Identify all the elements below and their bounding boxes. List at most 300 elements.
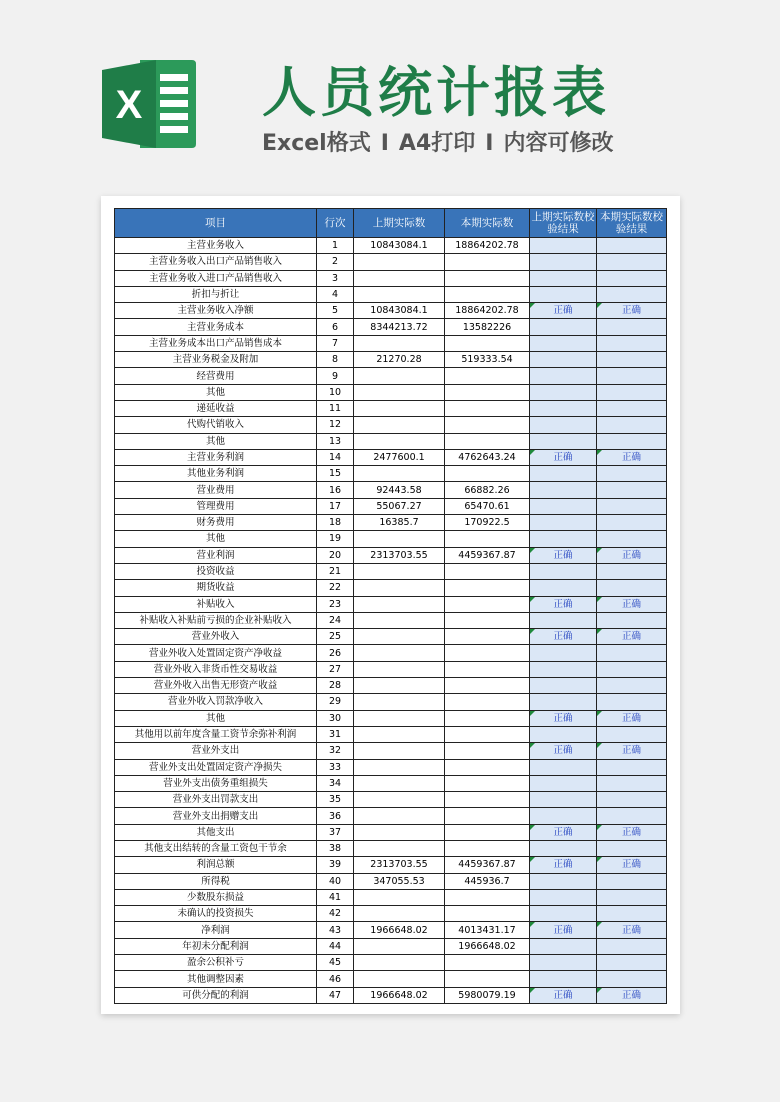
curr-actual-cell[interactable] xyxy=(445,384,530,400)
row-number-cell[interactable] xyxy=(317,775,354,791)
prev-actual-cell[interactable] xyxy=(354,775,445,791)
curr-check-cell[interactable] xyxy=(597,612,667,628)
row-number-cell[interactable] xyxy=(317,596,354,612)
item-cell[interactable] xyxy=(115,400,317,416)
prev-actual-cell[interactable] xyxy=(354,840,445,856)
curr-check-cell[interactable] xyxy=(597,629,667,645)
row-number-cell[interactable] xyxy=(317,612,354,628)
item-cell[interactable] xyxy=(115,596,317,612)
curr-actual-cell[interactable] xyxy=(445,889,530,905)
row-number-cell[interactable] xyxy=(317,449,354,465)
row-number-cell[interactable] xyxy=(317,563,354,579)
row-number-cell[interactable] xyxy=(317,840,354,856)
prev-actual-cell[interactable] xyxy=(354,678,445,694)
prev-check-cell[interactable] xyxy=(530,792,597,808)
prev-check-cell[interactable] xyxy=(530,368,597,384)
curr-actual-cell[interactable] xyxy=(445,319,530,335)
row-number-cell[interactable] xyxy=(317,335,354,351)
prev-actual-cell[interactable] xyxy=(354,955,445,971)
curr-check-cell[interactable] xyxy=(597,352,667,368)
item-cell[interactable] xyxy=(115,987,317,1003)
prev-check-cell[interactable] xyxy=(530,466,597,482)
curr-check-cell[interactable] xyxy=(597,710,667,726)
item-cell[interactable] xyxy=(115,873,317,889)
curr-check-cell[interactable] xyxy=(597,678,667,694)
item-cell[interactable] xyxy=(115,710,317,726)
row-number-cell-text: 38 xyxy=(328,843,342,855)
curr-check-cell[interactable] xyxy=(597,906,667,922)
item-cell[interactable] xyxy=(115,971,317,987)
row-number-cell[interactable] xyxy=(317,482,354,498)
curr-check-cell[interactable] xyxy=(597,694,667,710)
prev-actual-cell[interactable] xyxy=(354,661,445,677)
prev-actual-cell[interactable] xyxy=(354,612,445,628)
prev-actual-cell[interactable] xyxy=(354,580,445,596)
row-number-cell[interactable] xyxy=(317,743,354,759)
prev-actual-cell[interactable] xyxy=(354,857,445,873)
prev-actual-cell[interactable] xyxy=(354,238,445,254)
prev-actual-cell[interactable] xyxy=(354,743,445,759)
prev-check-cell[interactable] xyxy=(530,889,597,905)
prev-check-cell[interactable] xyxy=(530,319,597,335)
prev-check-cell[interactable] xyxy=(530,449,597,465)
curr-check-cell[interactable] xyxy=(597,286,667,302)
prev-check-cell[interactable] xyxy=(530,743,597,759)
row-number-cell[interactable] xyxy=(317,286,354,302)
prev-check-cell[interactable] xyxy=(530,303,597,319)
curr-check-cell[interactable] xyxy=(597,319,667,335)
item-cell[interactable] xyxy=(115,840,317,856)
prev-check-cell[interactable] xyxy=(530,678,597,694)
prev-actual-cell[interactable] xyxy=(354,335,445,351)
item-cell[interactable] xyxy=(115,645,317,661)
table-row xyxy=(115,710,667,726)
row-number-cell[interactable] xyxy=(317,889,354,905)
prev-check-cell[interactable] xyxy=(530,238,597,254)
curr-actual-cell[interactable] xyxy=(445,906,530,922)
curr-check-cell[interactable] xyxy=(597,515,667,531)
prev-check-cell[interactable] xyxy=(530,498,597,514)
row-number-cell[interactable] xyxy=(317,352,354,368)
row-number-cell[interactable] xyxy=(317,319,354,335)
prev-actual-cell[interactable] xyxy=(354,971,445,987)
row-number-cell[interactable] xyxy=(317,726,354,742)
row-number-cell[interactable] xyxy=(317,661,354,677)
curr-actual-cell[interactable] xyxy=(445,759,530,775)
curr-actual-cell[interactable] xyxy=(445,857,530,873)
prev-check-cell[interactable] xyxy=(530,759,597,775)
row-number-cell[interactable] xyxy=(317,547,354,563)
curr-actual-cell[interactable] xyxy=(445,433,530,449)
item-cell[interactable] xyxy=(115,270,317,286)
curr-check-cell[interactable] xyxy=(597,808,667,824)
item-cell[interactable] xyxy=(115,547,317,563)
curr-check-cell[interactable] xyxy=(597,368,667,384)
prev-check-cell-text: 正确 xyxy=(553,989,573,1001)
row-number-cell[interactable] xyxy=(317,906,354,922)
item-cell[interactable] xyxy=(115,743,317,759)
prev-actual-cell[interactable] xyxy=(354,433,445,449)
curr-actual-cell[interactable] xyxy=(445,775,530,791)
curr-check-cell[interactable] xyxy=(597,335,667,351)
prev-actual-cell[interactable] xyxy=(354,254,445,270)
prev-actual-cell[interactable] xyxy=(354,906,445,922)
prev-actual-cell[interactable] xyxy=(354,498,445,514)
row-number-cell[interactable] xyxy=(317,368,354,384)
row-number-cell[interactable] xyxy=(317,873,354,889)
item-cell[interactable] xyxy=(115,466,317,482)
item-cell[interactable] xyxy=(115,857,317,873)
curr-actual-cell[interactable] xyxy=(445,368,530,384)
curr-actual-cell[interactable] xyxy=(445,873,530,889)
prev-check-cell[interactable] xyxy=(530,254,597,270)
item-cell[interactable] xyxy=(115,906,317,922)
curr-actual-cell[interactable] xyxy=(445,726,530,742)
row-number-cell[interactable] xyxy=(317,857,354,873)
curr-check-cell[interactable] xyxy=(597,775,667,791)
curr-check-cell[interactable] xyxy=(597,987,667,1003)
row-number-cell[interactable] xyxy=(317,971,354,987)
curr-check-cell[interactable] xyxy=(597,971,667,987)
table-row xyxy=(115,352,667,368)
item-cell[interactable] xyxy=(115,335,317,351)
prev-actual-cell[interactable] xyxy=(354,531,445,547)
prev-check-cell[interactable] xyxy=(530,547,597,563)
prev-actual-cell[interactable] xyxy=(354,889,445,905)
item-cell[interactable] xyxy=(115,286,317,302)
row-number-cell[interactable] xyxy=(317,694,354,710)
item-cell[interactable] xyxy=(115,678,317,694)
prev-actual-cell[interactable] xyxy=(354,352,445,368)
prev-actual-cell[interactable] xyxy=(354,368,445,384)
curr-check-cell[interactable] xyxy=(597,759,667,775)
row-number-cell-text: 24 xyxy=(328,614,342,626)
item-cell[interactable] xyxy=(115,694,317,710)
curr-actual-cell[interactable] xyxy=(445,938,530,954)
prev-actual-cell[interactable] xyxy=(354,319,445,335)
row-number-cell[interactable] xyxy=(317,238,354,254)
curr-actual-cell[interactable] xyxy=(445,612,530,628)
item-cell[interactable] xyxy=(115,482,317,498)
prev-check-cell[interactable] xyxy=(530,938,597,954)
prev-actual-cell[interactable] xyxy=(354,694,445,710)
row-number-cell[interactable] xyxy=(317,270,354,286)
curr-actual-cell[interactable] xyxy=(445,531,530,547)
curr-check-cell[interactable] xyxy=(597,303,667,319)
curr-check-cell[interactable] xyxy=(597,938,667,954)
row-number-cell[interactable] xyxy=(317,417,354,433)
curr-actual-cell[interactable] xyxy=(445,254,530,270)
row-number-cell[interactable] xyxy=(317,955,354,971)
prev-actual-cell[interactable] xyxy=(354,710,445,726)
prev-actual-cell[interactable] xyxy=(354,303,445,319)
curr-actual-cell[interactable] xyxy=(445,498,530,514)
curr-check-cell[interactable] xyxy=(597,889,667,905)
column-header-item[interactable]: 项目 xyxy=(115,209,317,238)
curr-actual-cell[interactable] xyxy=(445,580,530,596)
prev-check-cell[interactable] xyxy=(530,629,597,645)
column-header-row-no[interactable]: 行次 xyxy=(317,209,354,238)
prev-check-cell[interactable] xyxy=(530,400,597,416)
curr-actual-cell[interactable] xyxy=(445,792,530,808)
curr-check-cell[interactable] xyxy=(597,857,667,873)
curr-actual-cell[interactable] xyxy=(445,710,530,726)
table-row xyxy=(115,580,667,596)
prev-check-cell[interactable] xyxy=(530,906,597,922)
row-number-cell[interactable] xyxy=(317,938,354,954)
prev-actual-cell[interactable] xyxy=(354,466,445,482)
curr-check-cell[interactable] xyxy=(597,433,667,449)
prev-actual-cell[interactable] xyxy=(354,482,445,498)
row-number-cell[interactable] xyxy=(317,466,354,482)
item-cell[interactable] xyxy=(115,955,317,971)
item-cell[interactable] xyxy=(115,563,317,579)
table-row xyxy=(115,726,667,742)
item-cell[interactable] xyxy=(115,661,317,677)
logo-letter: X xyxy=(115,83,143,127)
prev-check-cell[interactable] xyxy=(530,873,597,889)
item-cell[interactable] xyxy=(115,580,317,596)
item-cell[interactable] xyxy=(115,775,317,791)
prev-check-cell[interactable] xyxy=(530,808,597,824)
curr-actual-cell[interactable] xyxy=(445,922,530,938)
prev-actual-cell[interactable] xyxy=(354,286,445,302)
item-cell[interactable] xyxy=(115,384,317,400)
item-cell[interactable] xyxy=(115,238,317,254)
prev-actual-cell[interactable] xyxy=(354,547,445,563)
row-number-cell-text: 36 xyxy=(328,810,342,822)
prev-actual-cell[interactable] xyxy=(354,726,445,742)
prev-actual-cell[interactable] xyxy=(354,596,445,612)
curr-check-cell[interactable] xyxy=(597,238,667,254)
item-cell[interactable] xyxy=(115,889,317,905)
item-cell[interactable] xyxy=(115,531,317,547)
row-number-cell[interactable] xyxy=(317,400,354,416)
curr-check-cell[interactable] xyxy=(597,824,667,840)
item-cell[interactable] xyxy=(115,498,317,514)
prev-actual-cell[interactable] xyxy=(354,400,445,416)
prev-check-cell[interactable] xyxy=(530,352,597,368)
prev-check-cell[interactable] xyxy=(530,645,597,661)
item-cell[interactable] xyxy=(115,254,317,270)
prev-actual-cell[interactable] xyxy=(354,645,445,661)
prev-actual-cell[interactable] xyxy=(354,449,445,465)
row-number-cell[interactable] xyxy=(317,629,354,645)
row-number-cell[interactable] xyxy=(317,922,354,938)
item-cell[interactable] xyxy=(115,726,317,742)
prev-check-cell[interactable] xyxy=(530,515,597,531)
item-cell[interactable] xyxy=(115,629,317,645)
curr-actual-cell[interactable] xyxy=(445,238,530,254)
prev-check-cell[interactable] xyxy=(530,694,597,710)
column-header-prev-actual[interactable]: 上期实际数 xyxy=(354,209,445,238)
curr-check-cell[interactable] xyxy=(597,254,667,270)
prev-check-cell[interactable] xyxy=(530,612,597,628)
prev-actual-cell[interactable] xyxy=(354,384,445,400)
row-number-cell[interactable] xyxy=(317,515,354,531)
prev-actual-cell[interactable] xyxy=(354,792,445,808)
prev-check-cell[interactable] xyxy=(530,661,597,677)
curr-check-cell[interactable] xyxy=(597,498,667,514)
curr-check-cell[interactable] xyxy=(597,449,667,465)
column-header-curr-check[interactable] xyxy=(597,209,667,238)
curr-actual-cell-text: 4459367.87 xyxy=(458,859,516,871)
curr-actual-cell[interactable] xyxy=(445,629,530,645)
curr-actual-cell[interactable] xyxy=(445,596,530,612)
item-cell[interactable] xyxy=(115,368,317,384)
curr-check-cell[interactable] xyxy=(597,743,667,759)
curr-actual-cell[interactable] xyxy=(445,563,530,579)
curr-check-cell[interactable] xyxy=(597,580,667,596)
row-number-cell[interactable] xyxy=(317,987,354,1003)
curr-check-cell[interactable] xyxy=(597,482,667,498)
prev-check-cell[interactable] xyxy=(530,270,597,286)
curr-actual-cell[interactable] xyxy=(445,955,530,971)
item-cell[interactable] xyxy=(115,319,317,335)
curr-check-cell[interactable] xyxy=(597,661,667,677)
row-number-cell[interactable] xyxy=(317,645,354,661)
curr-actual-cell[interactable] xyxy=(445,515,530,531)
curr-actual-cell[interactable] xyxy=(445,694,530,710)
prev-actual-cell[interactable] xyxy=(354,759,445,775)
prev-check-cell[interactable] xyxy=(530,563,597,579)
item-cell[interactable] xyxy=(115,303,317,319)
curr-actual-cell[interactable] xyxy=(445,971,530,987)
prev-check-cell[interactable] xyxy=(530,955,597,971)
item-cell[interactable] xyxy=(115,352,317,368)
prev-actual-cell[interactable] xyxy=(354,515,445,531)
prev-actual-cell[interactable] xyxy=(354,808,445,824)
curr-actual-cell[interactable] xyxy=(445,824,530,840)
prev-check-cell[interactable] xyxy=(530,335,597,351)
curr-check-cell[interactable] xyxy=(597,955,667,971)
row-number-cell[interactable] xyxy=(317,759,354,775)
row-number-cell[interactable] xyxy=(317,254,354,270)
prev-actual-cell[interactable] xyxy=(354,922,445,938)
curr-actual-cell[interactable] xyxy=(445,286,530,302)
column-header-curr-actual[interactable]: 本期实际数 xyxy=(445,209,530,238)
item-cell[interactable] xyxy=(115,922,317,938)
curr-check-cell[interactable] xyxy=(597,417,667,433)
curr-check-cell[interactable] xyxy=(597,563,667,579)
curr-check-cell[interactable] xyxy=(597,596,667,612)
prev-check-cell[interactable] xyxy=(530,726,597,742)
row-number-cell[interactable] xyxy=(317,384,354,400)
curr-check-cell[interactable] xyxy=(597,384,667,400)
item-cell[interactable] xyxy=(115,417,317,433)
item-cell[interactable] xyxy=(115,433,317,449)
curr-actual-cell[interactable] xyxy=(445,678,530,694)
row-number-cell[interactable] xyxy=(317,498,354,514)
item-cell[interactable] xyxy=(115,824,317,840)
curr-check-cell[interactable] xyxy=(597,840,667,856)
curr-actual-cell[interactable] xyxy=(445,661,530,677)
row-number-cell[interactable] xyxy=(317,792,354,808)
curr-actual-cell[interactable] xyxy=(445,417,530,433)
item-cell[interactable] xyxy=(115,515,317,531)
curr-actual-cell[interactable] xyxy=(445,449,530,465)
curr-actual-cell[interactable] xyxy=(445,808,530,824)
item-cell-text: 未确认的投资损失 xyxy=(177,908,254,920)
column-header-prev-check[interactable] xyxy=(530,209,597,238)
row-number-cell[interactable] xyxy=(317,824,354,840)
curr-check-cell[interactable] xyxy=(597,270,667,286)
prev-check-cell[interactable] xyxy=(530,840,597,856)
curr-actual-cell[interactable] xyxy=(445,400,530,416)
prev-check-cell[interactable] xyxy=(530,824,597,840)
item-cell[interactable] xyxy=(115,938,317,954)
item-cell[interactable] xyxy=(115,759,317,775)
item-cell[interactable] xyxy=(115,612,317,628)
curr-actual-cell[interactable] xyxy=(445,840,530,856)
prev-actual-cell[interactable] xyxy=(354,824,445,840)
row-number-cell[interactable] xyxy=(317,678,354,694)
curr-check-cell[interactable] xyxy=(597,466,667,482)
item-cell[interactable] xyxy=(115,808,317,824)
prev-check-cell[interactable] xyxy=(530,775,597,791)
prev-actual-cell[interactable] xyxy=(354,873,445,889)
curr-actual-cell[interactable] xyxy=(445,645,530,661)
prev-check-cell[interactable] xyxy=(530,710,597,726)
curr-check-cell[interactable] xyxy=(597,726,667,742)
curr-actual-cell[interactable] xyxy=(445,303,530,319)
item-cell[interactable] xyxy=(115,449,317,465)
curr-check-cell[interactable] xyxy=(597,531,667,547)
prev-check-cell[interactable] xyxy=(530,971,597,987)
curr-actual-cell[interactable] xyxy=(445,466,530,482)
prev-check-cell[interactable] xyxy=(530,384,597,400)
curr-actual-cell[interactable] xyxy=(445,743,530,759)
prev-actual-cell[interactable] xyxy=(354,563,445,579)
prev-check-cell[interactable] xyxy=(530,433,597,449)
curr-actual-cell[interactable] xyxy=(445,547,530,563)
item-cell-text: 营业外收入罚款净收入 xyxy=(167,696,263,708)
curr-actual-cell[interactable] xyxy=(445,270,530,286)
prev-actual-cell[interactable] xyxy=(354,987,445,1003)
prev-check-cell[interactable] xyxy=(530,286,597,302)
prev-actual-cell[interactable] xyxy=(354,938,445,954)
curr-actual-cell[interactable] xyxy=(445,335,530,351)
prev-check-cell[interactable] xyxy=(530,596,597,612)
prev-actual-cell[interactable] xyxy=(354,270,445,286)
item-cell[interactable] xyxy=(115,792,317,808)
curr-check-cell[interactable] xyxy=(597,873,667,889)
row-number-cell[interactable] xyxy=(317,580,354,596)
prev-actual-cell[interactable] xyxy=(354,417,445,433)
row-number-cell[interactable] xyxy=(317,808,354,824)
curr-actual-cell[interactable] xyxy=(445,352,530,368)
curr-check-cell[interactable] xyxy=(597,400,667,416)
prev-check-cell[interactable] xyxy=(530,531,597,547)
prev-check-cell[interactable] xyxy=(530,922,597,938)
prev-check-cell[interactable] xyxy=(530,482,597,498)
curr-actual-cell[interactable] xyxy=(445,987,530,1003)
row-number-cell[interactable] xyxy=(317,303,354,319)
prev-actual-cell[interactable] xyxy=(354,629,445,645)
curr-check-cell[interactable] xyxy=(597,792,667,808)
prev-check-cell[interactable] xyxy=(530,417,597,433)
row-number-cell[interactable] xyxy=(317,433,354,449)
curr-check-cell[interactable] xyxy=(597,922,667,938)
row-number-cell[interactable] xyxy=(317,710,354,726)
row-number-cell[interactable] xyxy=(317,531,354,547)
prev-check-cell[interactable] xyxy=(530,580,597,596)
prev-check-cell[interactable] xyxy=(530,987,597,1003)
curr-check-cell[interactable] xyxy=(597,547,667,563)
prev-check-cell[interactable] xyxy=(530,857,597,873)
curr-check-cell[interactable] xyxy=(597,645,667,661)
curr-actual-cell[interactable] xyxy=(445,482,530,498)
